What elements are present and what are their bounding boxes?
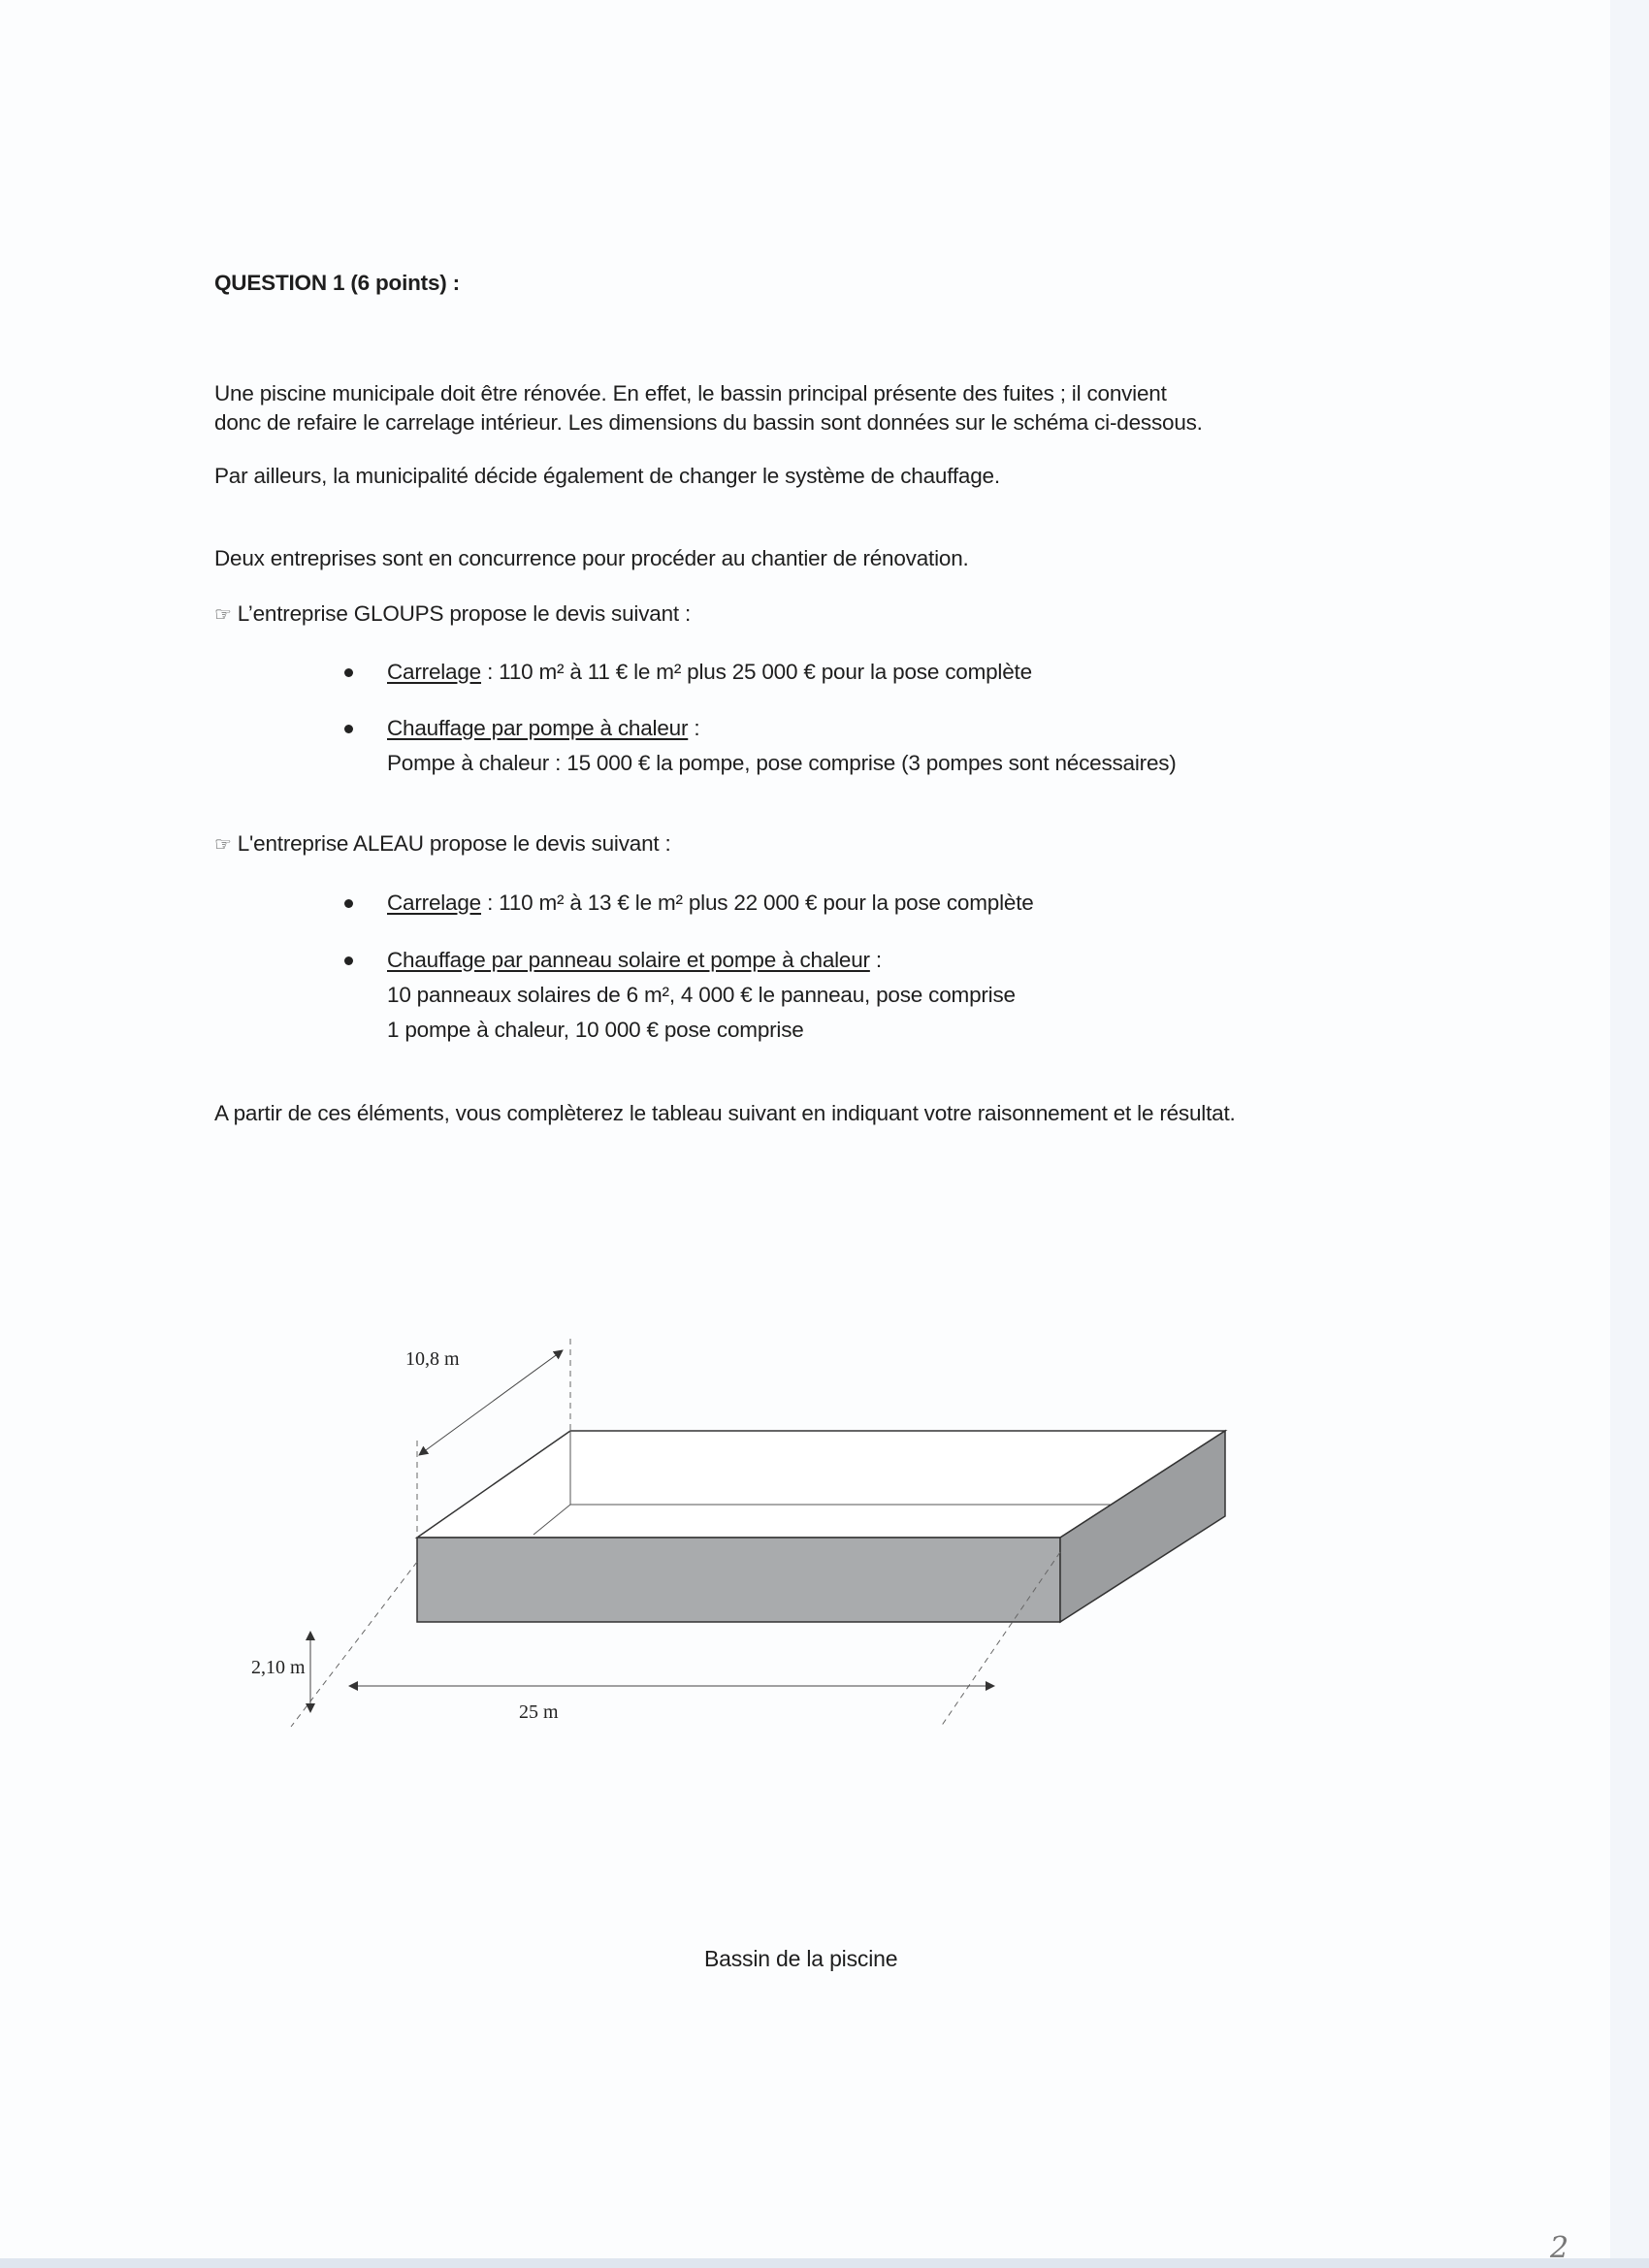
gloups-chauffage-colon: :: [688, 716, 700, 740]
question-title: QUESTION 1 (6 points) :: [214, 271, 460, 295]
instruction-text: A partir de ces éléments, vous complèterez le tableau suivant en indiquant votre raisonnement et le résultat.: [214, 1101, 1236, 1125]
length-label: 25 m: [519, 1701, 559, 1723]
aleau-chauffage-colon: :: [869, 948, 882, 972]
aleau-chauffage-label: Chauffage par panneau solaire et pompe à chaleur: [387, 948, 870, 972]
pool-front-face: [417, 1538, 1060, 1622]
gloups-carrelage-text: : 110 m² à 11 € le m² plus 25 000 € pour la pose complète: [481, 660, 1032, 684]
gloups-chauffage-label: Chauffage par pompe à chaleur: [387, 716, 689, 740]
pointing-hand-icon: ☞: [214, 604, 232, 626]
company-aleau-intro-text: L'entreprise ALEAU propose le devis suivant :: [237, 831, 671, 856]
depth-label: 2,10 m: [251, 1657, 306, 1678]
page-number: 2: [1550, 2231, 1569, 2265]
aleau-chauffage-detail-1: 10 panneaux solaires de 6 m², 4 000 € le panneau, pose comprise: [387, 983, 1016, 1007]
competition-text: Deux entreprises sont en concurrence pour procéder au chantier de rénovation.: [214, 546, 969, 570]
gloups-carrelage-label: Carrelage: [387, 660, 482, 684]
heating-note: Par ailleurs, la municipalité décide également de changer le système de chauffage.: [214, 464, 1000, 488]
company-gloups-intro-text: L’entreprise GLOUPS propose le devis suivant :: [237, 601, 692, 626]
intro-line-1: Une piscine municipale doit être rénovée. En effet, le bassin principal présente des fuites ; il convient: [214, 381, 1167, 405]
gloups-chauffage-detail: Pompe à chaleur : 15 000 € la pompe, pose comprise (3 pompes sont nécessaires): [387, 751, 1177, 775]
pointing-hand-icon: ☞: [214, 834, 232, 856]
aleau-carrelage-label: Carrelage: [387, 891, 482, 915]
width-label: 10,8 m: [405, 1348, 460, 1370]
diagram-caption: Bassin de la piscine: [704, 1946, 898, 1971]
intro-line-2: donc de refaire le carrelage intérieur. Les dimensions du bassin sont données sur le schéma ci-dessous.: [214, 410, 1203, 435]
aleau-chauffage-detail-2: 1 pompe à chaleur, 10 000 € pose comprise: [387, 1018, 804, 1042]
aleau-carrelage-text: : 110 m² à 13 € le m² plus 22 000 € pour la pose complète: [481, 891, 1034, 915]
